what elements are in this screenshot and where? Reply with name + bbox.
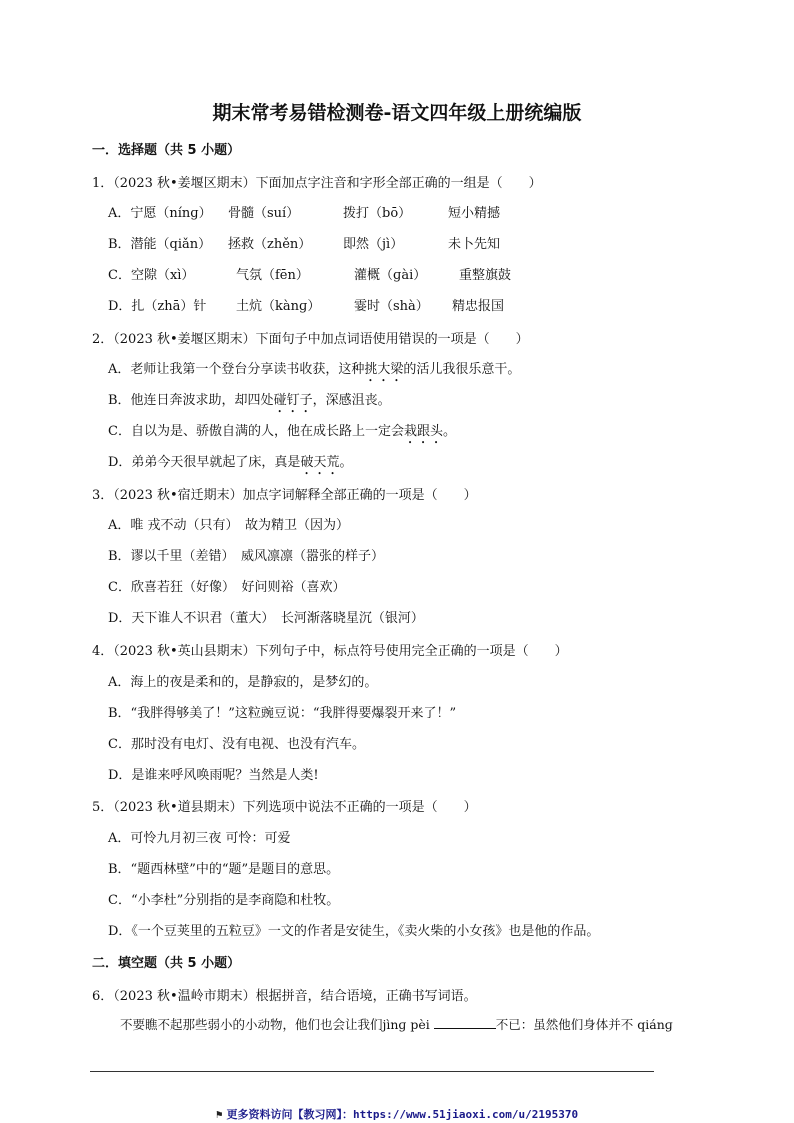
question-2-option-b	[108, 389, 391, 416]
option-cell: D．扎（zhā）针	[108, 299, 207, 314]
page-title: 期末常考易错检测卷-语文四年级上册统编版	[212, 102, 582, 124]
option-cell: 短小精撼	[448, 206, 501, 221]
question-1-option-d	[108, 295, 504, 314]
option-cell: 土炕（kànɡ）	[236, 299, 321, 314]
question-2-option-a	[108, 358, 520, 385]
question-1-option-c	[108, 264, 511, 283]
option-text: C．自以为是、骄傲自满的人，他在成长路上一定会	[108, 424, 404, 439]
question-1-option-a	[108, 202, 500, 221]
question-4-option-d: D．是谁来呼风唤雨呢？当然是人类!	[108, 768, 319, 783]
question-6-stem: 6．（2023 秋•温岭市期末）根据拼音，结合语境，正确书写词语。	[92, 989, 477, 1004]
option-cell: 重整旗鼓	[459, 268, 512, 283]
question-5-option-c: C．“小李杜”分别指的是李商隐和杜牧。	[108, 893, 340, 908]
question-6-text-pre: 不要瞧不起那些弱小的小动物，他们也会让我们jìnɡ pèi	[120, 1017, 434, 1032]
option-cell: 即然（jì）	[343, 237, 404, 252]
question-3-option-a: A．唯 戎不动（只有） 故为精卫（因为）	[108, 518, 350, 533]
footer	[0, 1106, 794, 1122]
dotted-phrase: 破天荒	[300, 455, 340, 470]
question-2-option-c	[108, 420, 456, 447]
question-2-stem: 2．（2023 秋•姜堰区期末）下面句子中加点词语使用错误的一项是（ ）	[92, 332, 529, 347]
question-5-stem: 5．（2023 秋•道县期末）下列选项中说法不正确的一项是（ ）	[92, 800, 477, 815]
option-cell: C．空隙（xì）	[108, 268, 195, 283]
dotted-phrase: 挑大梁	[364, 362, 404, 377]
question-4-option-b: B．“我胖得够美了！”这粒豌豆说：“我胖得要爆裂开来了！”	[108, 706, 457, 721]
question-1-stem: 1．（2023 秋•姜堰区期末）下面加点字注音和字形全部正确的一组是（ ）	[92, 176, 542, 191]
footer-link[interactable]: 更多资料访问【教习网】：https://www.51jiaoxi.com/u/2195370	[226, 1108, 579, 1121]
option-cell: 拯救（zhěn）	[228, 237, 312, 252]
question-4-option-c: C．那时没有电灯、没有电视、也没有汽车。	[108, 737, 365, 752]
question-6-text	[120, 1015, 673, 1033]
dotted-phrase: 碰钉子	[273, 393, 313, 408]
option-text: 。	[339, 455, 353, 470]
option-text: 的活儿我很乐意干。	[403, 362, 521, 377]
option-cell: 气氛（fēn）	[236, 268, 309, 283]
option-cell: A．宁愿（nínɡ）	[108, 206, 212, 221]
question-5-option-d: D．《一个豆荚里的五粒豆》一文的作者是安徒生，《卖火柴的小女孩》也是他的作品。	[108, 924, 600, 939]
option-text: ，深感沮丧。	[312, 393, 391, 408]
option-cell: 未卜先知	[448, 237, 501, 252]
option-cell: 骨髓（suí）	[228, 206, 300, 221]
question-4-option-a: A．海上的夜是柔和的，是静寂的，是梦幻的。	[108, 675, 378, 690]
option-cell: 拨打（bō）	[343, 206, 412, 221]
question-5-option-b: B．“题西林壁”中的“题”是题目的意思。	[108, 862, 340, 877]
question-3-option-b: B．谬以千里（差错） 威风凛凛（嚣张的样子）	[108, 549, 385, 564]
question-5-option-a: A．可怜九月初三夜 可怜：可爱	[108, 831, 291, 846]
option-cell: 精忠报国	[452, 299, 505, 314]
option-cell: B．潜能（qiǎn）	[108, 237, 212, 252]
footer-divider	[90, 1071, 654, 1072]
question-3-option-c: C．欣喜若狂（好像） 好问则裕（喜欢）	[108, 580, 346, 595]
question-3-option-d: D．天下谁人不识君（董大） 长河渐落晓星沉（银河）	[108, 611, 424, 626]
question-3-stem: 3．（2023 秋•宿迁期末）加点字词解释全部正确的一项是（ ）	[92, 488, 477, 503]
flag-icon: ⚑	[215, 1108, 223, 1121]
option-cell: 霎时（shà）	[354, 299, 429, 314]
option-cell: 灌概（ɡài）	[354, 268, 427, 283]
option-text: D．弟弟今天很早就起了床，真是	[108, 455, 301, 470]
question-6-text-post: 不已：虽然他们身体并不 qiánɡ	[495, 1017, 673, 1032]
section-heading-choice: 一．选择题（共 5 小题）	[92, 143, 241, 158]
dotted-phrase: 栽跟头	[403, 424, 443, 439]
option-text: B．他连日奔波求助，却四处	[108, 393, 274, 408]
question-1-option-b	[108, 233, 500, 252]
section-heading-fill: 二．填空题（共 5 小题）	[92, 956, 241, 971]
question-4-stem: 4．（2023 秋•英山县期末）下列句子中，标点符号使用完全正确的一项是（ ）	[92, 644, 568, 659]
option-text: A．老师让我第一个登台分享读书收获，这种	[108, 362, 365, 377]
question-2-option-d	[108, 451, 352, 478]
answer-blank[interactable]	[434, 1017, 496, 1029]
option-text: 。	[442, 424, 456, 439]
